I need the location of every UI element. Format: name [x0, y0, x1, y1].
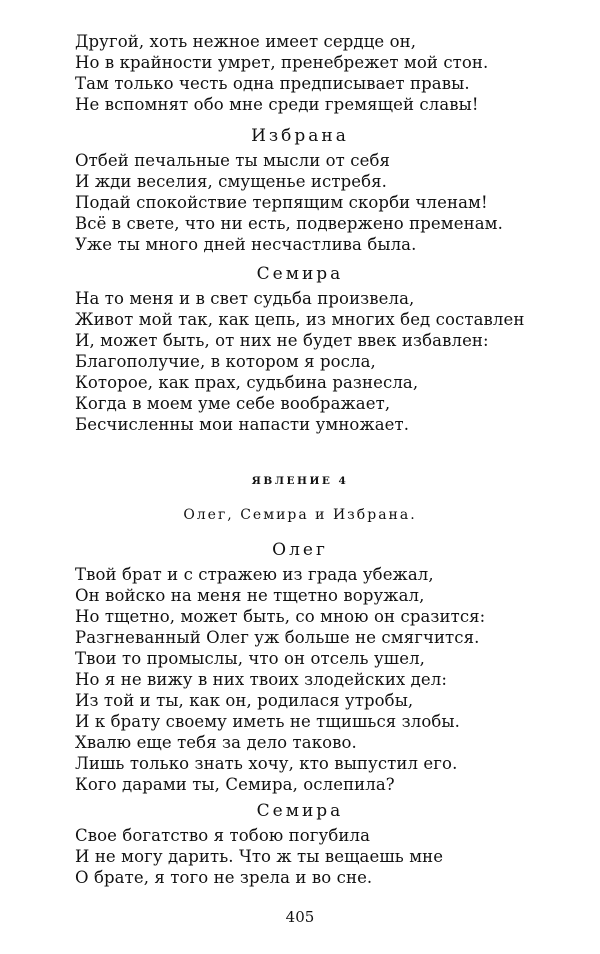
stanza-semira-reply: [75, 825, 575, 888]
verse-line: Разгневанный Олег уж больше не смягчится.: [75, 628, 480, 647]
page-number: 405: [285, 908, 315, 926]
speaker-name: Олег: [272, 540, 328, 560]
verse-line: Твой брат и с стражею из града убежал,: [75, 565, 434, 584]
verse-line: Благополучие, в котором я росла,: [75, 352, 376, 371]
verse-line: Он войско на меня не тщетно воружал,: [75, 586, 425, 605]
verse-line: Которое, как прах, судьбина разнесла,: [75, 373, 419, 392]
scene-cast: Олег, Семира и Избрана.: [183, 507, 417, 523]
verse-line: Всё в свете, что ни есть, подвержено пременам.: [75, 214, 503, 233]
verse-line: И, может быть, от них не будет ввек избавлен:: [75, 331, 489, 350]
verse-line: Когда в моем уме себе воображает,: [75, 394, 391, 413]
verse-line: Отбей печальные ты мысли от себя: [75, 151, 390, 170]
verse-line: Но я не вижу в них твоих злодейских дел:: [75, 670, 448, 689]
verse-line: Твои то промыслы, что он отсель ушел,: [75, 649, 425, 668]
speaker-name: Семира: [256, 801, 344, 821]
verse-line: И не могу дарить. Что ж ты вещаешь мне: [75, 847, 444, 866]
verse-line: Лишь только знать хочу, кто выпустил его.: [75, 754, 458, 773]
verse-line: Там только честь одна предписывает правы.: [75, 74, 470, 93]
verse-line: Но тщетно, может быть, со мною он сразится:: [75, 607, 486, 626]
verse-line: Кого дарами ты, Семира, ослепила?: [75, 775, 395, 794]
verse-line: Но в крайности умрет, пренебрежет мой стон.: [75, 53, 489, 72]
speaker-name: Избрана: [251, 126, 349, 146]
verse-line: Свое богатство я тобою погубила: [75, 826, 370, 845]
stanza-semira: [75, 288, 575, 435]
verse-line: Хвалю еще тебя за дело таково.: [75, 733, 357, 752]
verse-line: Бесчисленны мои напасти умножает.: [75, 415, 410, 434]
stanza-continuation: [75, 31, 575, 115]
speaker-name: Семира: [256, 264, 344, 284]
verse-line: И жди веселия, смущенье истребя.: [75, 172, 388, 191]
verse-line: И к брату своему иметь не тщишься злобы.: [75, 712, 460, 731]
verse-line: Не вспомнят обо мне среди гремящей славы!: [75, 95, 479, 114]
verse-line: На то меня и в свет судьба произвела,: [75, 289, 415, 308]
scene-title: ЯВЛЕНИЕ 4: [251, 475, 349, 487]
stanza-oleg: [75, 564, 575, 795]
verse-line: О брате, я того не зрела и во сне.: [75, 868, 373, 887]
verse-line: Другой, хоть нежное имеет сердце он,: [75, 32, 417, 51]
verse-line: Из той и ты, как он, родилася утробы,: [75, 691, 414, 710]
stanza-izbrana: [75, 150, 575, 255]
verse-line: Подай спокойствие терпящим скорби членам!: [75, 193, 488, 212]
verse-line: Уже ты много дней несчастлива была.: [75, 235, 417, 254]
verse-line: Живот мой так, как цепь, из многих бед составлен: [75, 310, 525, 329]
